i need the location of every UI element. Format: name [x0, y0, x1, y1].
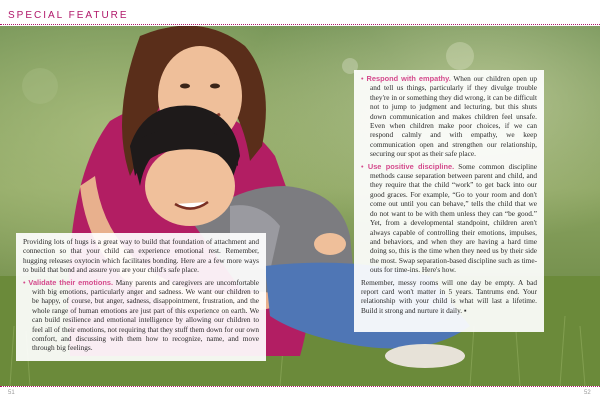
page-header: [0, 0, 600, 26]
right-text-panel: [354, 70, 544, 332]
bullet-positive-discipline: [361, 162, 537, 275]
bullet-text: Many parents and caregivers are uncomfortable with big emotions, particularly anger and sadness. We want our children to be happy, of course, but anger, sadness, disappointment, frustration, and the whole range of human emotions are just part of this experience on earth. We can build resilience and emotional intelligence by allowing our children to feel all of their emotions, not requiring that they stuff them down for our own comfort, and discussing with them how to recognize, name, and move through big feelings.: [32, 277, 260, 353]
section-label: SPECIAL FEATURE: [8, 10, 129, 21]
page-number-right: 52: [584, 390, 591, 396]
bullet-lead: Validate their emotions.: [28, 277, 114, 287]
bullet-text: Some common discipline methods cause separation between parent and child, and they require that the child “work” to get back into our good graces. For example, “Go to your room and don't come out until you can behave,” tells the child that we do not want to be with them unless they can “be good.” Yet, from a developmental standpoint, children aren't always capable of controlling their emotions, impulses, and behaviors, and when they are having a hard time doing so, this is the time when they need us by their side the most. Swap separation-based discipline such as time-outs for time-ins. Here's how.: [370, 161, 537, 275]
page-number-left: 51: [8, 390, 15, 396]
left-text-panel: [16, 233, 266, 361]
bullet-dot-icon: •: [23, 277, 29, 287]
closing-paragraph: Remember, messy rooms will one day be empty. A bad report card won't matter in 5 years. Tantrums end. Your relationship with your child is what will last a lifetime. Build it strong and nurture it daily. ▪: [361, 277, 537, 315]
bullet-lead: Respond with empathy.: [366, 74, 451, 83]
bullet-respond-empathy: [361, 74, 537, 159]
bullet-lead: Use positive discipline.: [367, 161, 455, 171]
intro-paragraph: Providing lots of hugs is a great way to build that foundation of attachment and connection so that your child can experience emotional rest. Remember, hugging releases oxytocin which facilitates bonding. Here are a few more ways to build that bond and assure you are your child's safe place.: [23, 237, 259, 275]
header-divider: [0, 24, 600, 25]
bullet-dot-icon: •: [361, 161, 368, 171]
bullet-dot-icon: •: [361, 74, 367, 83]
page-footer: [0, 387, 600, 403]
bullet-validate-emotions: [23, 278, 259, 353]
bullet-text: When our children open up and tell us things, particularly if they divulge trouble they're in or something they did wrong, it can be difficult not to jump to judgment and lecturing, but this shuts down communication and makes children feel unsafe. Even when children make poor choices, if we can respond calmly and with empathy, we keep communication open and strengthen our relationship, securing our spot as their safe place.: [370, 74, 537, 159]
